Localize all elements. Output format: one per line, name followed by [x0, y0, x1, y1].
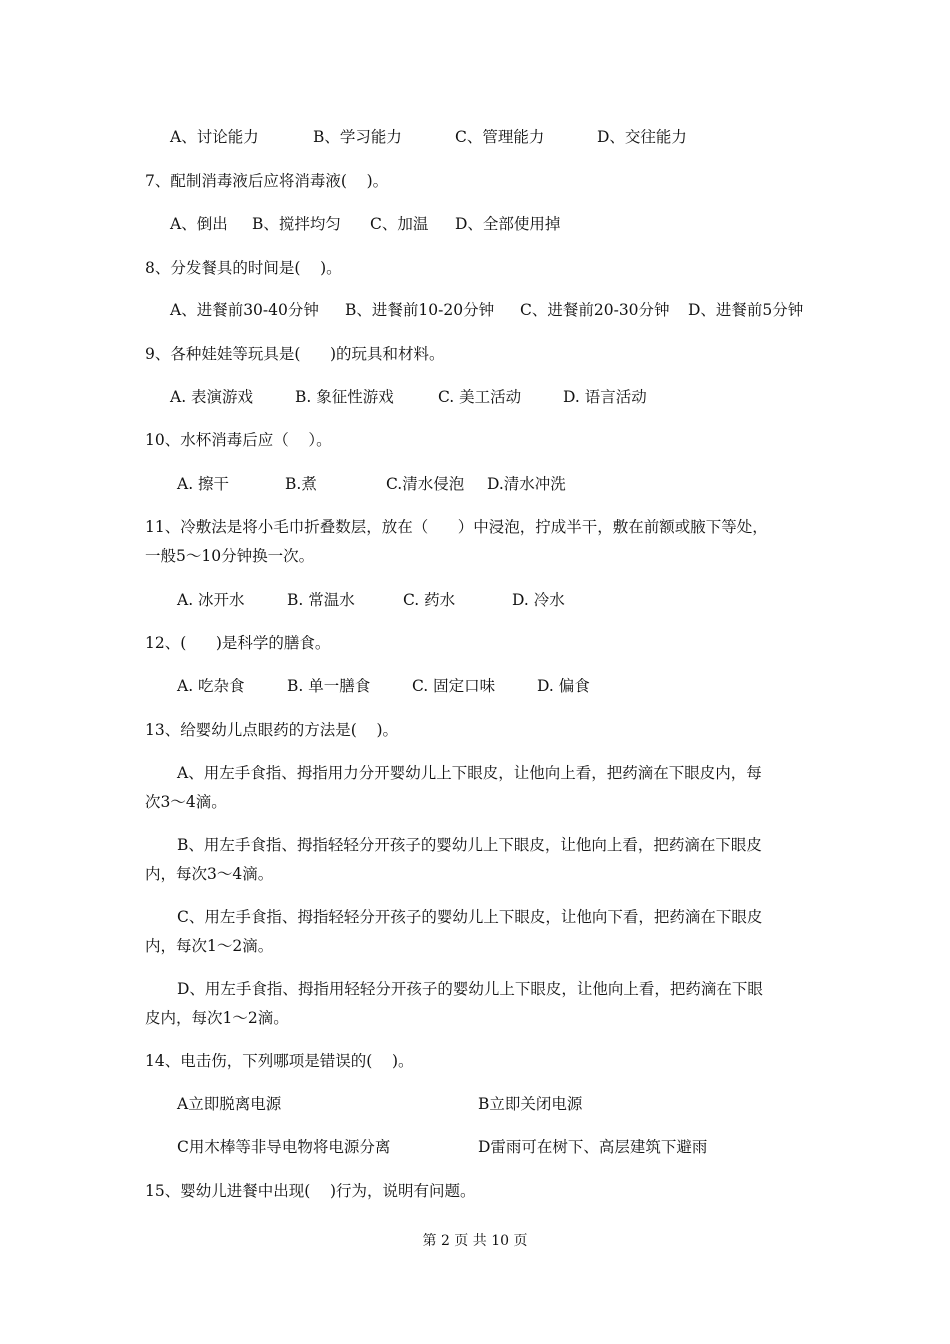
- q7-option-a: A、倒出: [170, 215, 228, 233]
- q8-option-c: C、进餐前20-30分钟: [520, 301, 670, 319]
- q6-option-a: A、讨论能力: [170, 128, 259, 146]
- q11-stem-line2: 一般5～10分钟换一次。: [145, 547, 315, 565]
- q10-option-a: A. 擦干: [177, 475, 230, 493]
- q9-stem: 9、各种娃娃等玩具是( )的玩具和材料。: [145, 345, 445, 363]
- q11-option-b: B. 常温水: [287, 591, 355, 609]
- q12-stem: 12、( )是科学的膳食。: [145, 634, 331, 652]
- q9-option-a: A. 表演游戏: [170, 388, 254, 406]
- q6-option-d: D、交往能力: [597, 128, 687, 146]
- q8-option-a: A、进餐前30-40分钟: [170, 301, 319, 319]
- q10-option-c: C.清水侵泡: [386, 475, 465, 493]
- q7-option-c: C、加温: [370, 215, 429, 233]
- q13-option-d-line1: D、用左手食指、拇指用轻轻分开孩子的婴幼儿上下眼皮，让他向上看，把药滴在下眼: [177, 980, 763, 998]
- q12-option-a: A. 吃杂食: [177, 677, 245, 695]
- q10-option-b: B.煮: [285, 475, 317, 493]
- q13-option-c-line1: C、用左手食指、拇指轻轻分开孩子的婴幼儿上下眼皮，让他向下看，把药滴在下眼皮: [177, 908, 763, 926]
- q6-option-b: B、学习能力: [313, 128, 402, 146]
- q11-option-d: D. 冷水: [512, 591, 565, 609]
- q10-stem: 10、水杯消毒后应（ ）。: [145, 431, 332, 449]
- q9-option-c: C. 美工活动: [438, 388, 522, 406]
- q7-stem: 7、配制消毒液后应将消毒液( )。: [145, 172, 389, 190]
- q13-option-a-line1: A、用左手食指、拇指用力分开婴幼儿上下眼皮，让他向上看，把药滴在下眼皮内，每: [177, 764, 762, 782]
- q15-stem: 15、婴幼儿进餐中出现( )行为，说明有问题。: [145, 1182, 476, 1200]
- q14-stem: 14、电击伤，下列哪项是错误的( )。: [145, 1052, 414, 1070]
- q13-option-b-line2: 内，每次3～4滴。: [145, 865, 274, 883]
- q12-option-c: C. 固定口味: [412, 677, 496, 695]
- page-footer: 第 2 页 共 10 页: [422, 1233, 528, 1249]
- q7-option-d: D、全部使用掉: [455, 215, 561, 233]
- q8-option-b: B、进餐前10-20分钟: [345, 301, 495, 319]
- q13-option-a-line2: 次3～4滴。: [145, 793, 227, 811]
- q8-stem: 8、分发餐具的时间是( )。: [145, 259, 342, 277]
- q14-option-a: A立即脱离电源: [177, 1095, 282, 1113]
- q13-option-c-line2: 内，每次1～2滴。: [145, 937, 274, 955]
- q11-stem-line1: 11、冷敷法是将小毛巾折叠数层，放在（ ）中浸泡，拧成半干，敷在前额或腋下等处，: [145, 518, 768, 536]
- q7-option-b: B、搅拌均匀: [252, 215, 341, 233]
- q11-option-a: A. 冰开水: [177, 591, 245, 609]
- q12-option-d: D. 偏食: [537, 677, 590, 695]
- q14-option-c: C用木棒等非导电物将电源分离: [177, 1138, 391, 1156]
- q13-stem: 13、给婴幼儿点眼药的方法是( )。: [145, 721, 399, 739]
- q9-option-d: D. 语言活动: [563, 388, 647, 406]
- q6-option-c: C、管理能力: [455, 128, 545, 146]
- q11-option-c: C. 药水: [403, 591, 456, 609]
- q13-option-b-line1: B、用左手食指、拇指轻轻分开孩子的婴幼儿上下眼皮，让他向上看，把药滴在下眼皮: [177, 836, 762, 854]
- q12-option-b: B. 单一膳食: [287, 677, 371, 695]
- q14-option-d: D雷雨可在树下、高层建筑下避雨: [478, 1138, 708, 1156]
- q14-option-b: B立即关闭电源: [478, 1095, 583, 1113]
- q10-option-d: D.清水冲洗: [487, 475, 566, 493]
- q13-option-d-line2: 皮内，每次1～2滴。: [145, 1009, 289, 1027]
- q8-option-d: D、进餐前5分钟: [688, 301, 804, 319]
- q9-option-b: B. 象征性游戏: [295, 388, 394, 406]
